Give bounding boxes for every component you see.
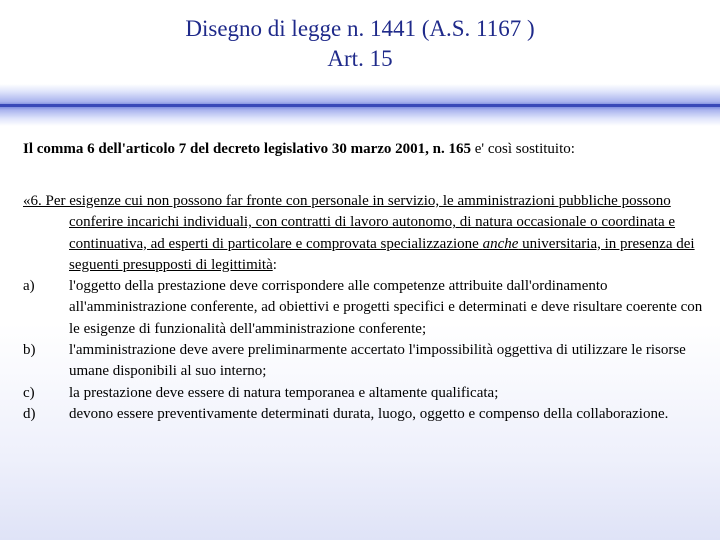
list-item-label: d) xyxy=(23,405,36,422)
list-item-c xyxy=(23,383,703,404)
list-item-label: c) xyxy=(23,384,35,401)
list-item-a xyxy=(23,276,703,340)
title-line-2: Art. 15 xyxy=(327,46,393,71)
list-item-text: l'amministrazione deve avere preliminarmente accertato l'impossibilità oggettiva di utilizzare le risorse umane disponibili al suo interno; xyxy=(69,342,686,380)
list-item-d xyxy=(23,404,703,425)
list-item-text: l'oggetto della prestazione deve corrispondere alle competenze attribuite dall'ordinamento all'amministrazione conferente, ad obiettivi e progetti specifici e determinati e deve risultare coerente con le esigenze di funzionalità dell'amministrazione conferente; xyxy=(69,278,703,337)
title-line-1: Disegno di legge n. 1441 (A.S. 1167 ) xyxy=(185,16,535,41)
slide-title xyxy=(0,14,720,74)
paragraph-italic-word: anche xyxy=(482,235,519,252)
decorative-divider-line xyxy=(0,104,720,107)
list-item-text: la prestazione deve essere di natura temporanea e altamente qualificata; xyxy=(69,384,499,401)
list-item-text: devono essere preventivamente determinati durata, luogo, oggetto e compenso della collaborazione. xyxy=(69,405,669,422)
paragraph-colon: : xyxy=(272,256,277,273)
intro-bold-text: Il comma 6 dell'articolo 7 del decreto legislativo 30 marzo 2001, n. 165 xyxy=(23,141,471,157)
main-paragraph xyxy=(23,191,703,276)
list-item-label: b) xyxy=(23,342,36,359)
paragraph-text-2: universitaria, in presenza dei seguenti presupposti di legittimità xyxy=(69,235,695,273)
list-item-b xyxy=(23,340,703,383)
paragraph-text-1: «6. Per esigenze cui non possono far fronte con personale in servizio, le amministrazioni pubbliche possono conferire incarichi individuali, con contratti di lavoro autonomo, di natura occasionale o coordinata e continuativa, ad esperti di particolare e comprovata specializzazione xyxy=(23,193,676,252)
intro-rest-text: e' così sostituito: xyxy=(470,141,575,157)
intro-sentence xyxy=(23,141,703,158)
article-body xyxy=(23,191,703,425)
list-item-label: a) xyxy=(23,278,35,295)
